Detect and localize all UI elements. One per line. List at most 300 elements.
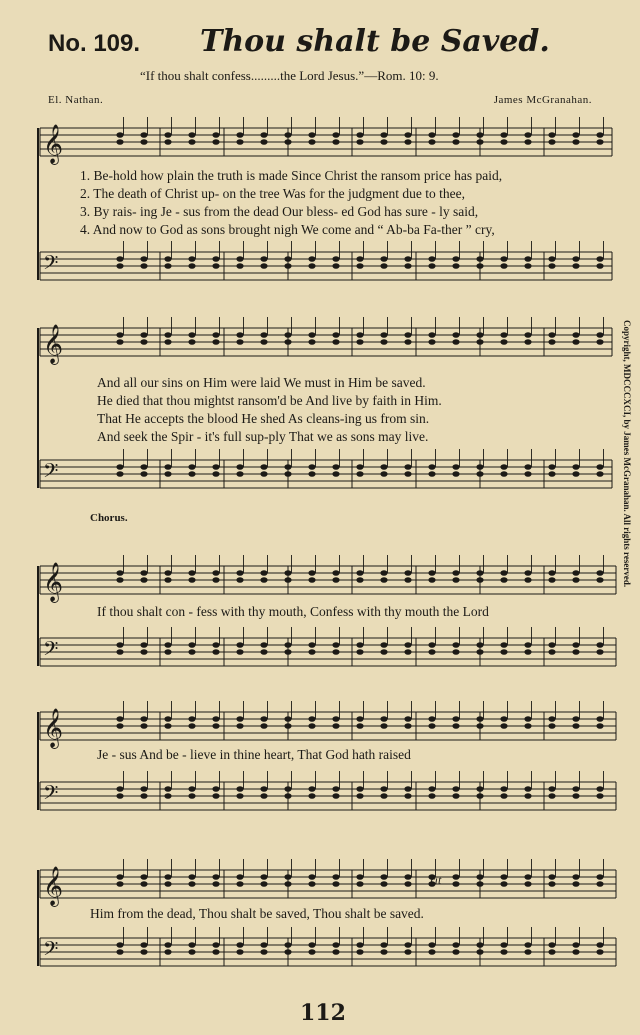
note-head <box>572 949 579 955</box>
note-head <box>236 881 243 887</box>
note-head <box>308 881 315 887</box>
note-head <box>548 874 555 880</box>
note-head <box>140 256 147 262</box>
note-head <box>212 642 219 648</box>
note-head <box>164 649 171 655</box>
note-head <box>524 577 531 583</box>
note-head <box>308 570 315 576</box>
note-head <box>548 942 555 948</box>
note-head <box>404 139 411 145</box>
note-head <box>572 139 579 145</box>
note-head <box>332 464 339 470</box>
note-head <box>572 263 579 269</box>
note-head <box>308 649 315 655</box>
note-head <box>428 132 435 138</box>
note-head <box>476 332 483 338</box>
note-head <box>380 793 387 799</box>
note-head <box>332 256 339 262</box>
note-head <box>476 881 483 887</box>
note-head <box>548 649 555 655</box>
note-head <box>284 471 291 477</box>
note-head <box>308 471 315 477</box>
note-head <box>356 256 363 262</box>
note-head <box>236 332 243 338</box>
note-head <box>500 949 507 955</box>
note-head <box>188 942 195 948</box>
note-head <box>452 464 459 470</box>
note-head <box>188 949 195 955</box>
note-head <box>260 642 267 648</box>
note-head <box>452 874 459 880</box>
note-head <box>476 716 483 722</box>
note-head <box>308 786 315 792</box>
note-head <box>500 786 507 792</box>
note-head <box>380 786 387 792</box>
note-head <box>140 132 147 138</box>
note-head <box>260 570 267 576</box>
note-head <box>164 793 171 799</box>
note-head <box>500 256 507 262</box>
note-head <box>284 263 291 269</box>
note-head <box>284 464 291 470</box>
note-head <box>332 132 339 138</box>
scripture-epigraph: “If thou shalt confess.........the Lord Jesus.”—Rom. 10: 9. <box>140 68 439 83</box>
note-head <box>548 464 555 470</box>
note-head <box>524 942 531 948</box>
note-head <box>260 793 267 799</box>
note-head <box>260 786 267 792</box>
note-head <box>356 471 363 477</box>
note-head <box>500 649 507 655</box>
note-head <box>260 649 267 655</box>
chorus-line-3: Him from the dead, Thou shalt be saved, Thou shalt be saved. <box>90 906 424 921</box>
note-head <box>164 642 171 648</box>
note-head <box>548 642 555 648</box>
note-head <box>500 263 507 269</box>
note-head <box>212 793 219 799</box>
note-head <box>380 570 387 576</box>
note-head <box>380 256 387 262</box>
note-head <box>260 723 267 729</box>
note-head <box>284 874 291 880</box>
note-head <box>428 339 435 345</box>
note-head <box>524 874 531 880</box>
note-head <box>164 256 171 262</box>
note-head <box>140 723 147 729</box>
note-head <box>260 949 267 955</box>
note-head <box>380 881 387 887</box>
note-head <box>596 881 603 887</box>
note-head <box>164 577 171 583</box>
note-head <box>308 949 315 955</box>
note-head <box>380 339 387 345</box>
note-head <box>332 642 339 648</box>
hymn-title: Thou shalt be Saved. <box>200 24 550 59</box>
clef-symbol: 𝄞 <box>43 562 64 602</box>
note-head <box>356 881 363 887</box>
note-head <box>596 139 603 145</box>
note-head <box>428 786 435 792</box>
note-head <box>380 471 387 477</box>
note-head <box>596 339 603 345</box>
note-head <box>404 949 411 955</box>
note-head <box>548 716 555 722</box>
note-head <box>284 132 291 138</box>
clef-symbol: 𝄢 <box>43 251 59 279</box>
note-head <box>476 642 483 648</box>
clef-symbol: 𝄞 <box>43 124 64 164</box>
note-head <box>212 332 219 338</box>
note-head <box>380 464 387 470</box>
verse-3-ending: That He accepts the blood He shed As cleans-ing us from sin. <box>97 411 430 426</box>
note-head <box>188 649 195 655</box>
note-head <box>116 949 123 955</box>
note-head <box>212 339 219 345</box>
note-head <box>188 642 195 648</box>
verse-4-ending: And seek the Spir - it's full sup-ply That we as sons may live. <box>97 429 429 444</box>
note-head <box>116 263 123 269</box>
note-head <box>380 332 387 338</box>
note-head <box>572 793 579 799</box>
note-head <box>524 570 531 576</box>
note-head <box>572 716 579 722</box>
note-head <box>140 793 147 799</box>
note-head <box>284 332 291 338</box>
note-head <box>236 723 243 729</box>
note-head <box>548 786 555 792</box>
note-head <box>500 723 507 729</box>
note-head <box>596 464 603 470</box>
note-head <box>356 339 363 345</box>
note-head <box>116 577 123 583</box>
note-head <box>116 793 123 799</box>
note-head <box>404 570 411 576</box>
note-head <box>428 577 435 583</box>
note-head <box>116 332 123 338</box>
note-head <box>188 723 195 729</box>
note-head <box>212 471 219 477</box>
note-head <box>116 723 123 729</box>
note-head <box>548 723 555 729</box>
note-head <box>548 881 555 887</box>
note-head <box>116 256 123 262</box>
note-head <box>404 881 411 887</box>
note-head <box>452 881 459 887</box>
note-head <box>548 949 555 955</box>
note-head <box>212 723 219 729</box>
note-head <box>308 132 315 138</box>
clef-symbol: 𝄞 <box>43 708 64 748</box>
note-head <box>428 263 435 269</box>
note-head <box>212 577 219 583</box>
copyright-notice: Copyright, MDCCCXCI, by James McGranahan. All rights reserved. <box>622 320 632 588</box>
note-head <box>332 649 339 655</box>
note-head <box>452 942 459 948</box>
note-head <box>164 942 171 948</box>
note-head <box>548 577 555 583</box>
note-head <box>308 942 315 948</box>
note-head <box>260 256 267 262</box>
note-head <box>524 881 531 887</box>
note-head <box>212 949 219 955</box>
note-head <box>596 642 603 648</box>
note-head <box>116 132 123 138</box>
note-head <box>356 139 363 145</box>
note-head <box>524 464 531 470</box>
note-head <box>428 139 435 145</box>
note-head <box>596 256 603 262</box>
note-head <box>188 339 195 345</box>
note-head <box>308 723 315 729</box>
note-head <box>524 786 531 792</box>
note-head <box>596 132 603 138</box>
note-head <box>332 786 339 792</box>
note-head <box>476 723 483 729</box>
note-head <box>140 139 147 145</box>
note-head <box>164 949 171 955</box>
note-head <box>356 786 363 792</box>
note-head <box>116 642 123 648</box>
note-head <box>476 949 483 955</box>
verse-1-ending: And all our sins on Him were laid We must in Him be saved. <box>97 375 426 390</box>
note-head <box>284 577 291 583</box>
note-head <box>188 256 195 262</box>
note-head <box>548 339 555 345</box>
note-head <box>524 132 531 138</box>
note-head <box>260 874 267 880</box>
note-head <box>356 642 363 648</box>
note-head <box>116 716 123 722</box>
note-head <box>236 786 243 792</box>
note-head <box>500 464 507 470</box>
note-head <box>476 339 483 345</box>
note-head <box>452 723 459 729</box>
note-head <box>380 642 387 648</box>
note-head <box>236 132 243 138</box>
note-head <box>260 471 267 477</box>
note-head <box>500 570 507 576</box>
note-head <box>380 139 387 145</box>
note-head <box>452 332 459 338</box>
note-head <box>284 570 291 576</box>
note-head <box>164 139 171 145</box>
note-head <box>356 949 363 955</box>
note-head <box>212 942 219 948</box>
note-head <box>404 723 411 729</box>
note-head <box>212 881 219 887</box>
note-head <box>236 649 243 655</box>
note-head <box>548 263 555 269</box>
note-head <box>236 139 243 145</box>
note-head <box>476 471 483 477</box>
note-head <box>116 464 123 470</box>
note-head <box>452 263 459 269</box>
note-head <box>308 139 315 145</box>
note-head <box>356 577 363 583</box>
note-head <box>140 642 147 648</box>
note-head <box>428 949 435 955</box>
note-head <box>164 570 171 576</box>
page-number: 112 <box>300 1000 346 1026</box>
note-head <box>596 263 603 269</box>
note-head <box>164 263 171 269</box>
note-head <box>572 649 579 655</box>
note-head <box>500 942 507 948</box>
note-head <box>284 649 291 655</box>
note-head <box>188 577 195 583</box>
note-head <box>572 570 579 576</box>
note-head <box>524 263 531 269</box>
note-head <box>212 139 219 145</box>
note-head <box>332 716 339 722</box>
note-head <box>356 649 363 655</box>
note-head <box>284 949 291 955</box>
note-head <box>404 339 411 345</box>
note-head <box>116 649 123 655</box>
note-head <box>572 723 579 729</box>
note-head <box>428 649 435 655</box>
note-head <box>260 577 267 583</box>
verse-1-line: 1. Be-hold how plain the truth is made Since Christ the ransom price has paid, <box>80 168 503 183</box>
note-head <box>452 570 459 576</box>
verse-2-line: 2. The death of Christ up- on the tree Was for the judgment due to thee, <box>80 186 465 201</box>
note-head <box>596 570 603 576</box>
note-head <box>188 786 195 792</box>
note-head <box>500 874 507 880</box>
note-head <box>404 132 411 138</box>
note-head <box>380 716 387 722</box>
note-head <box>284 786 291 792</box>
note-head <box>428 570 435 576</box>
note-head <box>140 942 147 948</box>
note-head <box>524 471 531 477</box>
note-head <box>404 464 411 470</box>
note-head <box>140 464 147 470</box>
note-head <box>572 464 579 470</box>
note-head <box>332 723 339 729</box>
note-head <box>500 332 507 338</box>
note-head <box>356 263 363 269</box>
note-head <box>284 256 291 262</box>
note-head <box>260 942 267 948</box>
note-head <box>452 642 459 648</box>
note-head <box>572 874 579 880</box>
note-head <box>428 723 435 729</box>
note-head <box>236 949 243 955</box>
note-head <box>188 881 195 887</box>
note-head <box>500 716 507 722</box>
note-head <box>212 716 219 722</box>
note-head <box>452 132 459 138</box>
note-head <box>236 464 243 470</box>
note-head <box>500 339 507 345</box>
note-head <box>236 642 243 648</box>
note-head <box>476 942 483 948</box>
note-head <box>548 471 555 477</box>
note-head <box>236 577 243 583</box>
note-head <box>260 339 267 345</box>
note-head <box>572 256 579 262</box>
note-head <box>284 642 291 648</box>
note-head <box>500 642 507 648</box>
note-head <box>548 256 555 262</box>
note-head <box>524 949 531 955</box>
note-head <box>116 139 123 145</box>
note-head <box>428 471 435 477</box>
note-head <box>164 332 171 338</box>
note-head <box>140 874 147 880</box>
note-head <box>380 942 387 948</box>
note-head <box>380 132 387 138</box>
note-head <box>332 874 339 880</box>
note-head <box>476 464 483 470</box>
note-head <box>188 263 195 269</box>
note-head <box>524 642 531 648</box>
note-head <box>476 132 483 138</box>
note-head <box>356 723 363 729</box>
note-head <box>260 464 267 470</box>
chorus-label: Chorus. <box>90 512 128 524</box>
note-head <box>500 577 507 583</box>
note-head <box>260 139 267 145</box>
note-head <box>164 881 171 887</box>
note-head <box>308 874 315 880</box>
note-head <box>284 139 291 145</box>
note-head <box>476 649 483 655</box>
note-head <box>164 874 171 880</box>
note-head <box>140 881 147 887</box>
note-head <box>260 881 267 887</box>
note-head <box>428 464 435 470</box>
note-head <box>596 716 603 722</box>
note-head <box>332 471 339 477</box>
note-head <box>524 793 531 799</box>
note-head <box>428 256 435 262</box>
note-head <box>116 874 123 880</box>
note-head <box>332 139 339 145</box>
note-head <box>548 793 555 799</box>
note-head <box>188 471 195 477</box>
note-head <box>332 793 339 799</box>
note-head <box>500 793 507 799</box>
note-head <box>356 716 363 722</box>
note-head <box>404 786 411 792</box>
note-head <box>572 942 579 948</box>
note-head <box>572 332 579 338</box>
note-head <box>212 649 219 655</box>
note-head <box>260 132 267 138</box>
note-head <box>188 793 195 799</box>
note-head <box>572 881 579 887</box>
note-head <box>332 570 339 576</box>
note-head <box>164 786 171 792</box>
note-head <box>572 577 579 583</box>
note-head <box>524 256 531 262</box>
note-head <box>332 577 339 583</box>
note-head <box>236 716 243 722</box>
note-head <box>404 942 411 948</box>
note-head <box>596 874 603 880</box>
note-head <box>452 949 459 955</box>
note-head <box>140 649 147 655</box>
note-head <box>428 642 435 648</box>
note-head <box>284 881 291 887</box>
note-head <box>428 942 435 948</box>
note-head <box>140 339 147 345</box>
note-head <box>524 716 531 722</box>
note-head <box>428 716 435 722</box>
clef-symbol: 𝄞 <box>43 866 64 906</box>
